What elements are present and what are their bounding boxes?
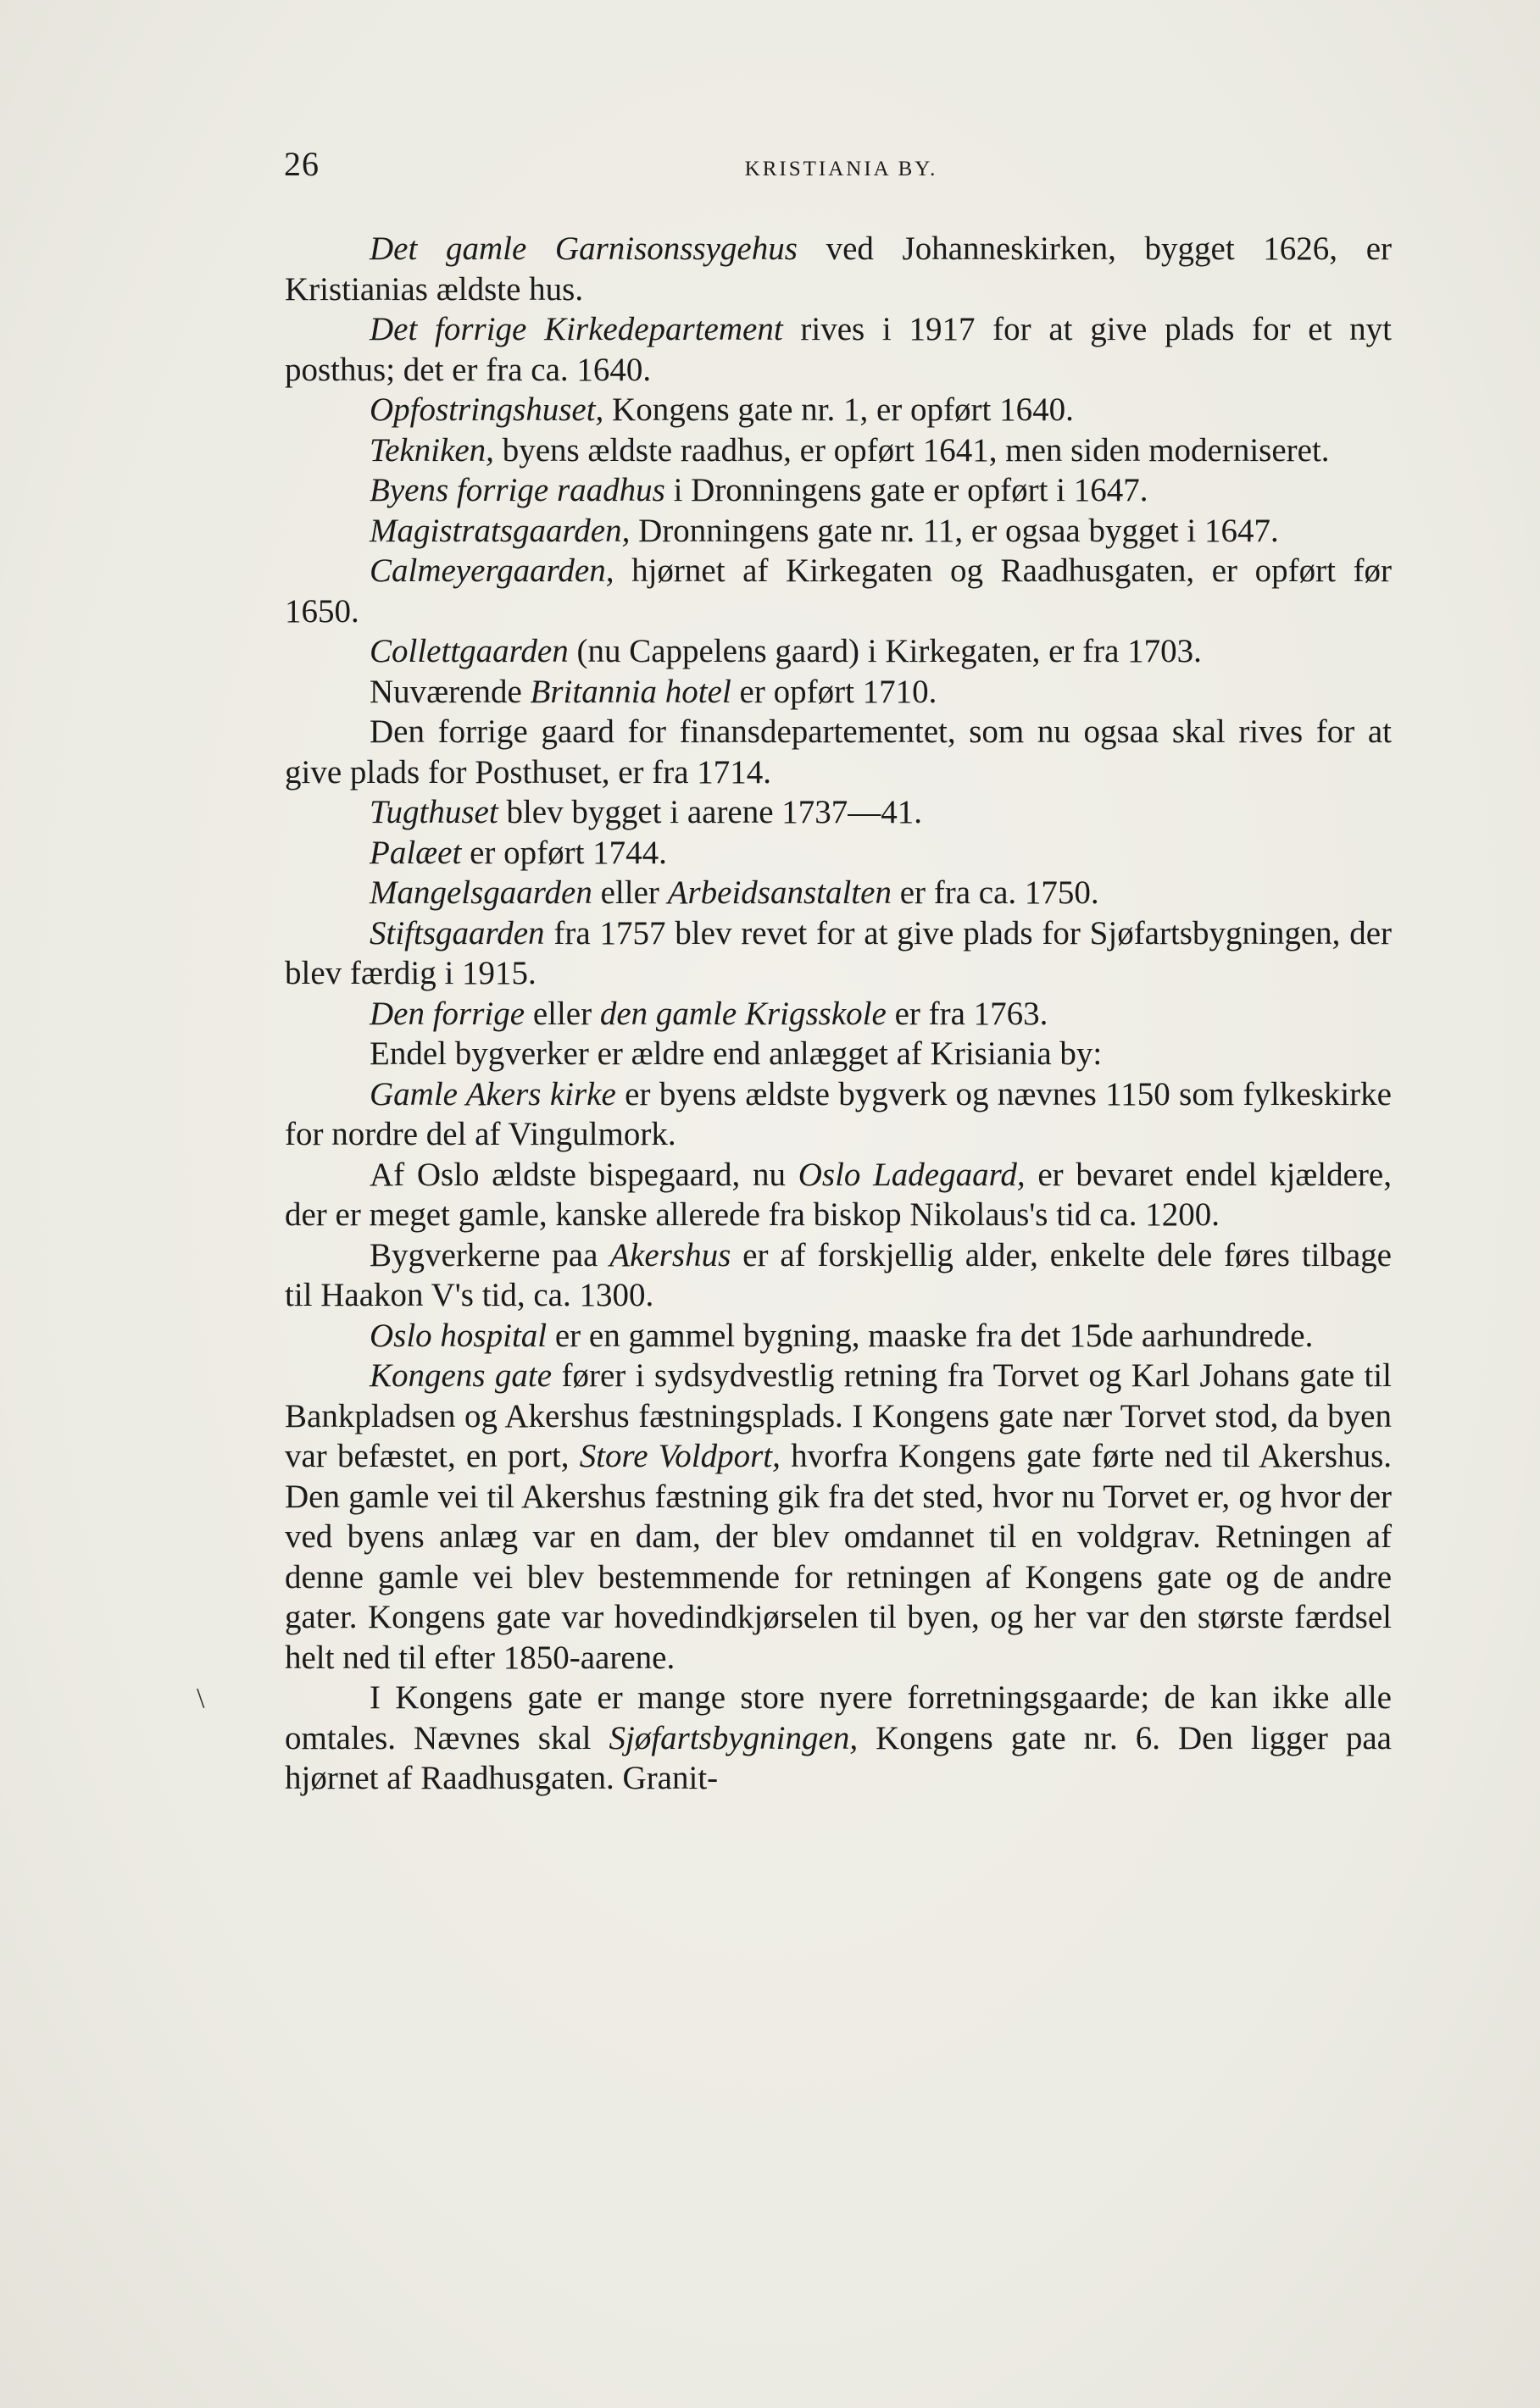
paragraph <box>285 873 1392 913</box>
text-run: hvorfra Kongens gate førte ned til Akershus. Den gamle vei til Akershus fæstning gik fra det sted, hvor nu Torvet er, og hvor der ved byens anlæg var en dam, der blev omdannet til en voldgrav. Retningen af denne gamle vei blev bestemmende for retningen af Kongens gate og de andre gater. Kongens gate var hovedindkjørselen til byen, og her var den største færdsel helt ned til efter 1850-aarene. <box>285 1438 1392 1676</box>
italic-term: Calmeyergaarden, <box>370 552 614 589</box>
paragraph <box>285 430 1392 471</box>
italic-term: Tekniken, <box>370 431 494 469</box>
italic-term: Tugthuset <box>370 794 498 830</box>
italic-term: Oslo hospital <box>370 1317 548 1354</box>
paragraph <box>285 1316 1392 1357</box>
italic-term: den gamle Krigsskole <box>599 995 887 1032</box>
text-run: I Kongens gate er mange store nyere forretningsgaarde; de kan ikke alle omtales. Nævnes skal <box>285 1679 1392 1756</box>
italic-term: Britannia hotel <box>530 673 731 710</box>
italic-term: Collettgaarden <box>370 633 569 669</box>
text-run: byens ældste raadhus, er opført 1641, men siden moderniseret. <box>493 431 1330 469</box>
text-run: er af forskjellig alder, enkelte dele føres tilbage til Haakon V's tid, ca. 1300. <box>285 1236 1392 1313</box>
text-run: Nuværende <box>370 673 531 710</box>
text-run: Kongens gate nr. 6. Den ligger paa hjørnet af Raadhusgaten. Granit- <box>285 1719 1392 1796</box>
paragraph <box>285 390 1392 430</box>
italic-term: Mangelsgaarden <box>370 874 592 911</box>
text-run: fører i sydsydvestlig retning fra Torvet og Karl Johans gate til Bankpladsen og Akershus fæstningsplads. I Kongens gate nær Torvet stod, da byen var befæstet, en port, <box>285 1357 1392 1474</box>
paragraph <box>285 1034 1392 1074</box>
italic-term: Palæet <box>370 834 462 871</box>
paragraph <box>285 1356 1392 1678</box>
paragraph <box>285 913 1392 994</box>
paragraph <box>285 229 1392 309</box>
italic-term: Store Voldport, <box>579 1438 781 1474</box>
italic-term: Det gamle Garnisonssygehus <box>370 230 798 267</box>
italic-term: Sjøfartsbygningen, <box>609 1719 859 1756</box>
text-run: (nu Cappelens gaard) i Kirkegaten, er fra 1703. <box>568 633 1202 669</box>
paragraph <box>285 712 1392 792</box>
italic-term: Opfostringshuset, <box>370 391 604 428</box>
italic-term: Gamle Akers kirke <box>370 1075 616 1112</box>
text-run: eller <box>592 874 668 911</box>
paragraph <box>285 470 1392 511</box>
paragraph <box>285 994 1392 1035</box>
text-run: i Dronningens gate er opført i 1647. <box>664 472 1148 508</box>
paragraph <box>285 1074 1392 1155</box>
paragraph <box>285 1678 1392 1799</box>
running-head: KRISTIANIA BY. <box>744 158 938 180</box>
italic-term: Det forrige Kirkedepartement <box>370 311 783 347</box>
text-run: hjørnet af Kirkegaten og Raadhusgaten, er opført før 1650. <box>285 552 1392 630</box>
text-run: Endel bygverker er ældre end anlægget af Krisiania by: <box>370 1035 1103 1072</box>
page-number: 26 <box>284 145 320 183</box>
text-run: Af Oslo ældste bispegaard, nu <box>370 1156 798 1193</box>
page-header <box>284 144 1398 195</box>
paragraph <box>285 1155 1392 1235</box>
paragraph <box>285 672 1392 713</box>
italic-term: Arbeidsanstalten <box>667 874 892 911</box>
text-run: Dronningens gate nr. 11, er ogsaa bygget i 1647. <box>630 512 1279 549</box>
text-run: rives i 1917 for at give plads for et nyt posthus; det er fra ca. 1640. <box>285 311 1392 388</box>
text-run: er byens ældste bygverk og nævnes 1150 som fylkeskirke for nordre del af Vingulmork. <box>285 1075 1392 1152</box>
italic-term: Kongens gate <box>370 1357 553 1394</box>
text-run: er en gammel bygning, maaske fra det 15de aarhundrede. <box>547 1317 1314 1354</box>
text-run: er fra ca. 1750. <box>891 874 1099 911</box>
italic-term: Den forrige <box>370 995 525 1032</box>
text-run: blev bygget i aarene 1737—41. <box>498 794 923 830</box>
text-run: Bygverkerne paa <box>370 1236 610 1273</box>
paragraph <box>285 551 1392 631</box>
margin-mark: \ <box>197 1683 205 1714</box>
paragraph <box>285 511 1392 552</box>
paragraph <box>285 631 1392 672</box>
paragraph <box>285 792 1392 833</box>
text-run: eller <box>525 995 600 1032</box>
italic-term: Akershus <box>609 1236 731 1273</box>
text-run: er fra 1763. <box>886 995 1048 1032</box>
text-run: er opført 1744. <box>461 834 667 871</box>
text-run: er opført 1710. <box>731 673 937 710</box>
italic-term: Magistratsgaarden, <box>370 512 631 549</box>
italic-term: Oslo Ladegaard, <box>798 1156 1026 1193</box>
italic-term: Stiftsgaarden <box>370 914 545 952</box>
text-run: ved Johanneskirken, bygget 1626, er Kristianias ældste hus. <box>285 230 1392 308</box>
text-run: Kongens gate nr. 1, er opført 1640. <box>603 391 1074 428</box>
text-run: Den forrige gaard for finansdepartementet, som nu ogsaa skal rives for at give plads for Posthuset, er fra 1714. <box>285 713 1392 791</box>
paragraph <box>285 1235 1392 1316</box>
body-text <box>285 229 1392 1799</box>
text-run: er bevaret endel kjældere, der er meget gamle, kanske allerede fra biskop Nikolaus's tid ca. 1200. <box>285 1156 1392 1233</box>
italic-term: Byens forrige raadhus <box>370 472 665 508</box>
paragraph <box>285 309 1392 390</box>
text-run: fra 1757 blev revet for at give plads for Sjøfartsbygningen, der blev færdig i 1915. <box>285 914 1392 991</box>
paragraph <box>285 833 1392 874</box>
